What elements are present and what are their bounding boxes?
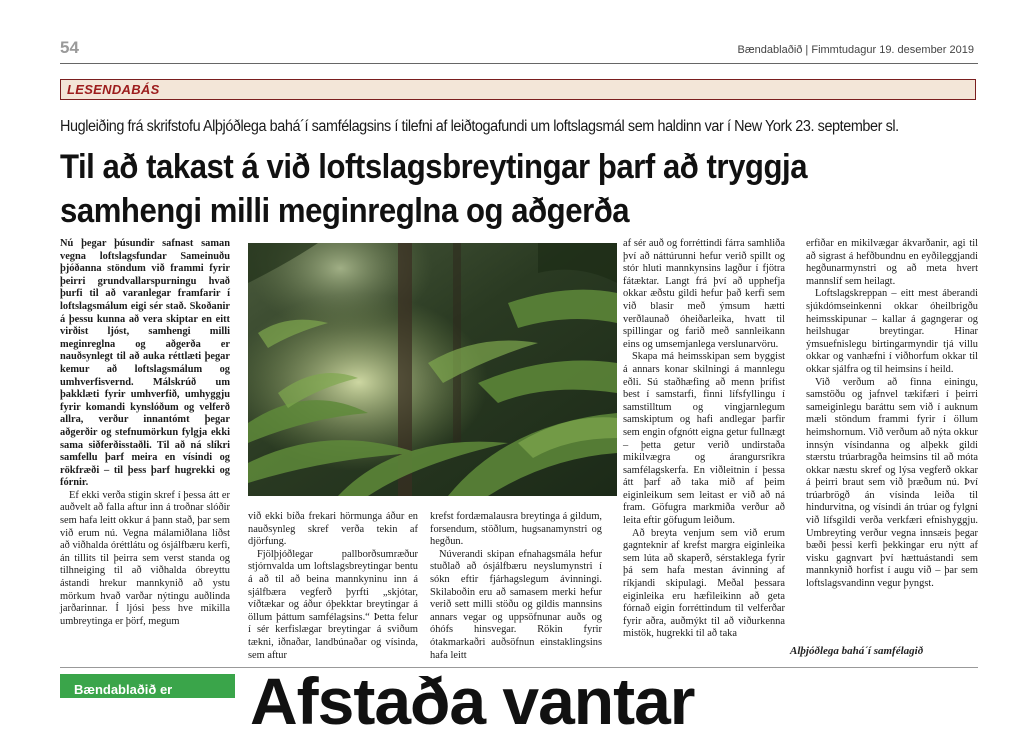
article-paragraph: Við verðum að finna einingu, samstöðu og jafnvel tækifæri í þeirri sameiginlegu baráttu sem við í auknum mæli stöndum frammi fyrir í öllum heimshornum. Við verðum að nýta okkur innsýn vísindanna og alþekk gildi stærstu trúarbragða heimsins til að móta okkar næstu skref og lýsa vegferð okkar á þeirri braut sem við þræðum nú. Því trúarbrögð án vísinda leiða til hindurvitna, og vísindi án trúar og fylgni við lífsgildi verða verkfæri efnishyggju. Umbreyting verður vegna innsæis þegar bæði þessi kerfi þekkingar eru nýtt af visku gagnvart því hættuástandi sem mannkynið horfist í augu við – þar sem loftslagsvandinn vegur þyngst. — [806, 376, 978, 590]
article-lede: Nú þegar þúsundir safnast saman vegna loftslagsfundar Sameinuðu þjóðanna stöndum við frammi fyrir þeirri grundvallarspurningu hvað þurfi til að varanlegar framfarir í loftslagsmálum eigi sér stað. Skoðanir á þessu kunna að vera skiptar en eitt virðist ljóst, samhengi milli meginreglna og aðgerða er nauðsynlegt til að auka réttlæti þegar kemur að loftslagsmálum og umhverfisvernd. Málskrúð um þakklæti fyrir umhverfið, umhyggju fyrir komandi kynslóðum og velferð allra, verður innantómt þegar aðgerðir og stefnumörkun fylgja ekki sama siðferðisstaðli. Til að ná slíkri samfellu þarf meira en vísindi og rökfræði – til þess þarf hugrekki og fórnir. — [60, 238, 230, 489]
article-paragraph: af sér auð og forréttindi fárra samhliða því að náttúrunni hefur verið spillt og stór hluti mannkynsins lagður í fjötra fátæktar. Langt frá því að upphefja okkar æðstu gildi hefur það kerfi sem við blasir með ýmsum hætti verðlaunað óheiðarleika, hvatt til spillingar og farið með sannleikann eins og umsemjanlega verslunarvöru. — [623, 238, 785, 350]
article-paragraph: erfiðar en mikilvægar ákvarðanir, agi til að sigrast á hefðbundnu en eyðileggjandi hegðunarmynstri og að meta hvert mannslíf sem heilagt. — [806, 238, 978, 287]
page-number: 54 — [60, 38, 79, 57]
article-column-1 — [60, 238, 230, 628]
forest-fern-image — [248, 243, 617, 496]
article-paragraph: krefst fordæmalausra breytinga á gildum, forsendum, stöðlum, hugsanamynstri og hegðun. — [430, 511, 602, 548]
article-paragraph: Að breyta venjum sem við erum gagnteknir af krefst margra eiginleika sem lúta að skaperð, sérstaklega fyrir þá sem hafa mestan ávinning af ríkjandi skipulagi. Meðal þessara eiginleika eru hæfileikinn að geta fórnað eigin forréttindum til velferðar fyrir aðra, auðmýkt til að viðurkenna mistök, hugrekki til að taka — [623, 527, 785, 640]
footer-promo-label: Bændablaðið er — [74, 682, 173, 697]
article-paragraph: Loftslagskreppan – eitt mest áberandi sjúkdómseinkenni okkar óheilbrigðu heimsskipunar – kallar á gagngerar og heilshugar breytingar. Hinar ýmsuefnislegu birtingarmyndir tjá villu okkar og vanhæfni í viðhorfum okkar til okkar sjálfra og til heimsins í heild. — [806, 288, 978, 375]
publication-dateline: Bændablaðið | Fimmtudagur 19. desember 2019 — [737, 44, 974, 56]
section-label: LESENDABÁS — [67, 82, 160, 97]
article-paragraph: við ekki bíða frekari hörmunga áður en nauðsynleg skref verða tekin af djörfung. — [248, 511, 418, 548]
forest-fern-photo — [248, 243, 617, 496]
article-column-2 — [248, 511, 418, 662]
section-banner — [60, 79, 976, 100]
article-paragraph: Skapa má heimsskipan sem byggist á annars konar skilningi á mannlegu eðli. Sú staðhæfing að menn þrífist best í samstarfi, finni lífsfyllingu í samstilltum og vingjarnlegum samskiptum og hafi andlegar þarfir sem engin ofgnótt eigna getur fullnægt – þetta getur verið undirstaða mikilvægra og árangursríkra samfélagskerfa. En viðleitnin í þessa átt þarf að taka mið af þeim eiginleikum sem leitast er við að ná fram. Göfugra markmiða verður að leita eftir göfugum leiðum. — [623, 351, 785, 527]
article-paragraph: Núverandi skipan efnahagsmála hefur stuðlað að ósjálfbæru neyslumynstri í sókn eftir fjárhagslegum ávinningi. Skilaboðin eru að samasem merki hefur verið sett milli stöðu og gildis mannsins annars vegar og uppsöfnunar auðs og óhófs hinsvegar. Rökin fyrir ótakmarkaðri auðsöfnun einstaklingsins hafa leitt — [430, 548, 602, 661]
article-column-3 — [430, 511, 602, 662]
header-rule — [60, 63, 978, 64]
article-paragraph: Fjölþjóðlegar pallborðsumræður stjórnvalda um loftslagsbreytingar bentu á að til að beina mannkyninu inn á sjálfbæra vegferð þyrfti „skjótar, víðtækar og áður óþekktar breytingar á öllum þáttum samfélagsins.“ Þetta felur í sér kerfislægar breytingar á sviðum tækni, iðnaðar, landbúnaðar og vísinda, sem aftur — [248, 548, 418, 661]
next-article-headline: Afstaða vantar — [250, 664, 695, 738]
footer-promo-box — [60, 674, 235, 698]
article-headline: Til að takast á við loftslagsbreytingar þarf að tryggja samhengi milli meginreglna og aðgerða — [60, 148, 808, 230]
article-signature: Alþjóðlega bahá´í samfélagið — [790, 645, 924, 657]
article-column-4 — [623, 238, 785, 641]
article-paragraph: Ef ekki verða stigin skref í þessa átt er auðvelt að falla aftur inn á troðnar slóðir sem hafa leitt okkur á þann stað, þar sem við erum nú. Vegna málamiðlana líðst að viðhalda óréttlátu og ósjálfbæru kerfi, án tillits til þeirra sem verst standa og tilhneiging til að viðhalda óbreyttu ástandi hrekur mannkynið að ystu mörkum hvað varðar nýtingu auðlinda jarðarinnar. Í ljósi þess hve mikilla umbreytinga er þörf, megum — [60, 489, 230, 627]
article-column-5 — [806, 238, 978, 591]
article-kicker: Hugleiðing frá skrifstofu Alþjóðlega bahá´í samfélagsins í tilefni af leiðtogafundi um loftslagsmál sem haldinn var í New York 23. september sl. — [60, 118, 899, 135]
